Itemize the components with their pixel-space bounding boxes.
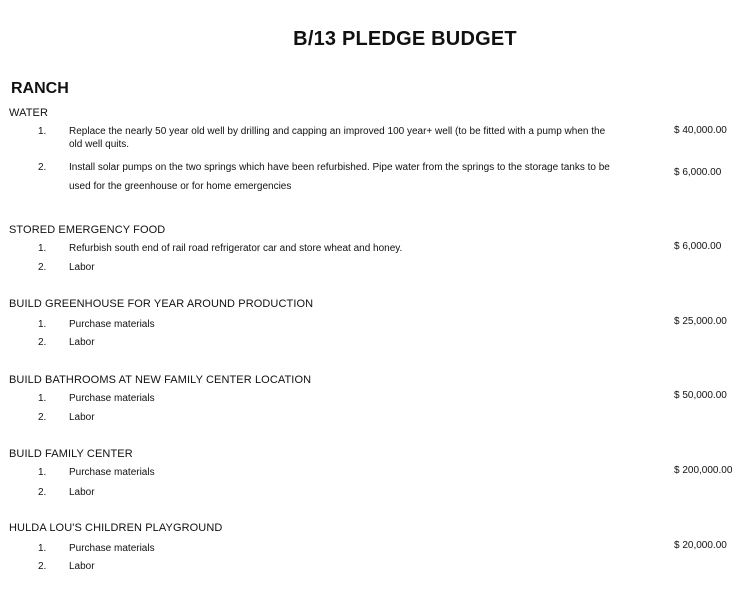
category-childrens-playground: HULDA LOU'S CHILDREN PLAYGROUND — [9, 522, 223, 534]
item-number: 1. — [38, 393, 47, 404]
item-number: 1. — [38, 126, 47, 137]
section-title: RANCH — [11, 80, 69, 97]
item-number: 2. — [38, 412, 47, 423]
category-stored-emergency-food: STORED EMERGENCY FOOD — [9, 224, 166, 236]
document-title: B/13 PLEDGE BUDGET — [293, 28, 517, 50]
amount: $ 6,000.00 — [674, 241, 722, 252]
item-text: Refurbish south end of rail road refrigerator car and store wheat and honey. — [69, 243, 403, 254]
item-number: 1. — [38, 319, 47, 330]
amount: $ 40,000.00 — [674, 125, 727, 136]
item-text: Replace the nearly 50 year old well by drilling and capping an improved 100 year+ well (to be fitted with a pump when the old well quits. — [69, 126, 606, 150]
item-text: Labor — [69, 412, 95, 423]
item-text: Purchase materials — [69, 319, 155, 330]
item-number: 2. — [38, 262, 47, 273]
item-text: Purchase materials — [69, 393, 155, 404]
item-number: 2. — [38, 561, 47, 572]
item-text: Install solar pumps on the two springs which have been refurbished. Pipe water from the springs to the storage tanks to be used for the greenhouse or for home emergencies — [69, 162, 610, 192]
amount: $ 200,000.00 — [674, 465, 733, 476]
amount: $ 25,000.00 — [674, 316, 727, 327]
category-build-bathrooms: BUILD BATHROOMS AT NEW FAMILY CENTER LOCATION — [9, 374, 312, 386]
item-number: 2. — [38, 337, 47, 348]
item-number: 2. — [38, 162, 47, 173]
amount: $ 6,000.00 — [674, 167, 722, 178]
item-text: Labor — [69, 487, 95, 498]
category-build-family-center: BUILD FAMILY CENTER — [9, 448, 133, 460]
item-number: 1. — [38, 543, 47, 554]
item-number: 1. — [38, 467, 47, 478]
item-text: Labor — [69, 262, 95, 273]
item-text: Labor — [69, 337, 95, 348]
item-text: Purchase materials — [69, 543, 155, 554]
category-build-greenhouse: BUILD GREENHOUSE FOR YEAR AROUND PRODUCTION — [9, 298, 314, 310]
item-number: 2. — [38, 487, 47, 498]
item-number: 1. — [38, 243, 47, 254]
amount: $ 50,000.00 — [674, 390, 727, 401]
item-text: Purchase materials — [69, 467, 155, 478]
item-text: Labor — [69, 561, 95, 572]
amount: $ 20,000.00 — [674, 540, 727, 551]
category-water: WATER — [9, 107, 48, 119]
